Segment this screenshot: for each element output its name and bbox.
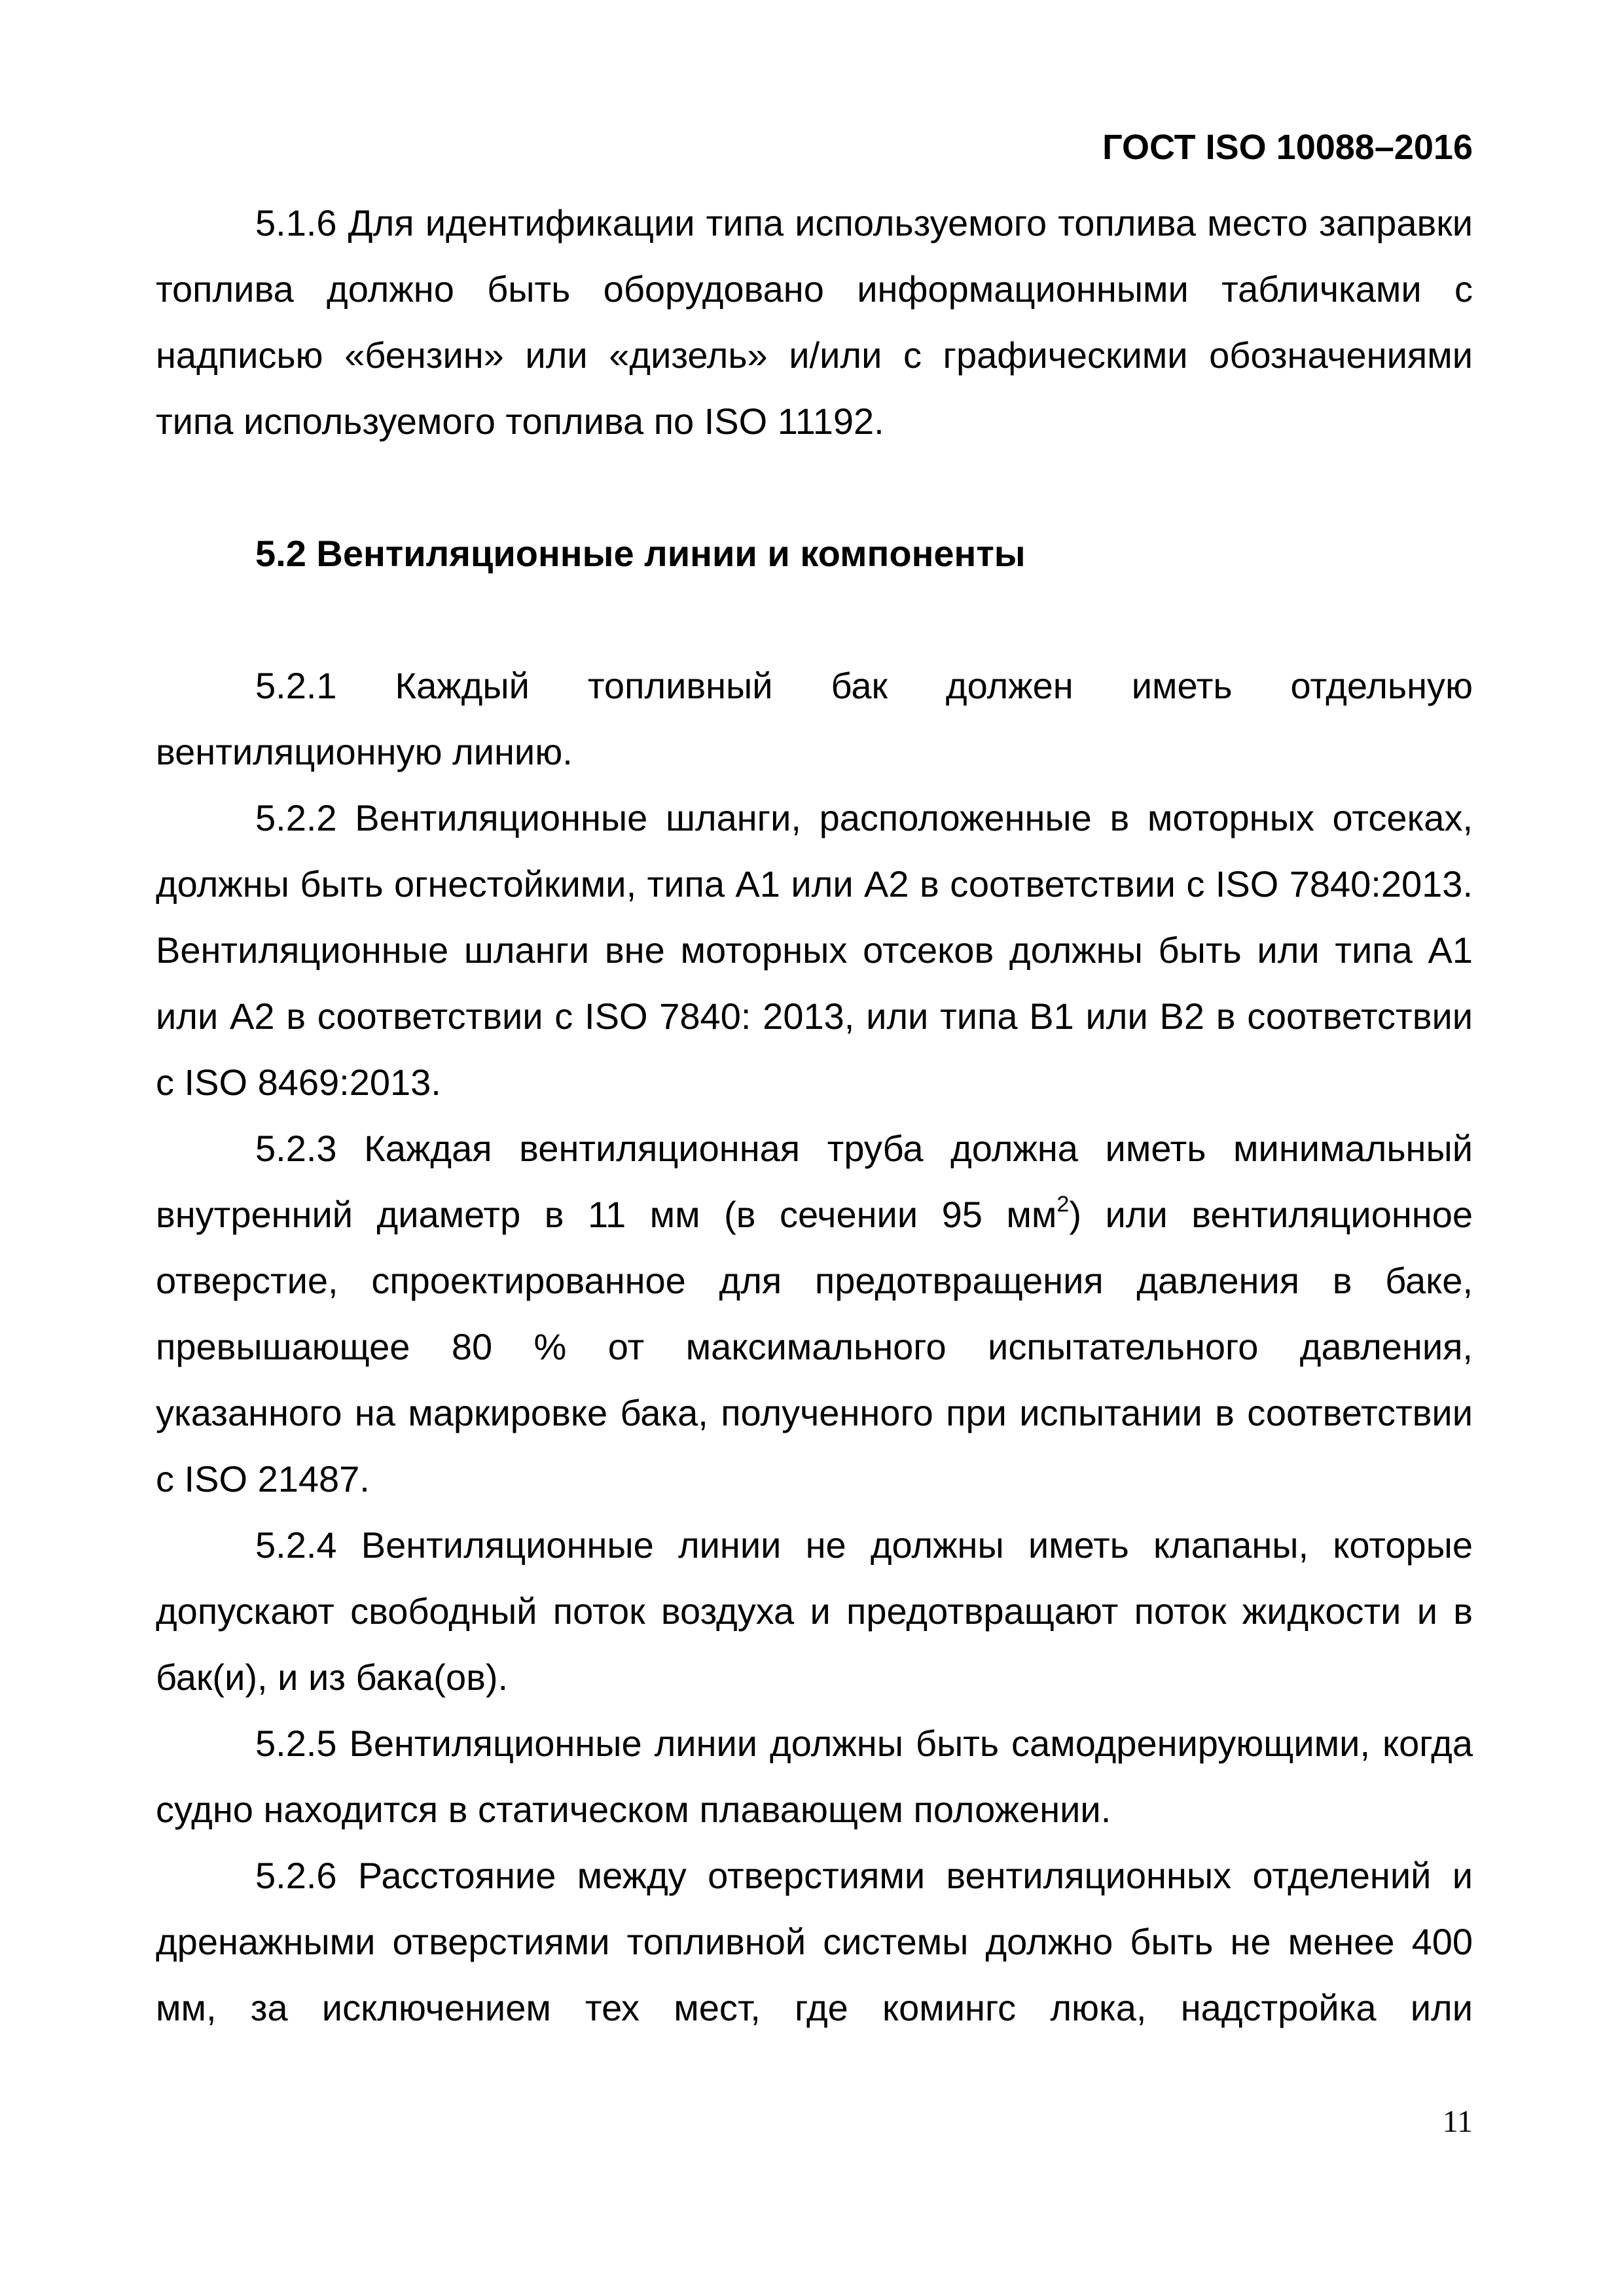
superscript-squared: 2 — [1056, 1192, 1070, 1217]
section-heading-5-2: 5.2 Вентиляционные линии и компоненты — [255, 533, 1026, 574]
paragraph-5-2-1: 5.2.1 Каждый топливный бак должен иметь отдельную вентиляционную линию. — [156, 665, 1473, 772]
paragraph-5-2-5: 5.2.5 Вентиляционные линии должны быть самодренирующими, когда судно находится в статическом плавающем положении. — [156, 1723, 1473, 1830]
paragraph-5-2-4: 5.2.4 Вентиляционные линии не должны иметь клапаны, которые допускают свободный поток воздуха и предотвращают поток жидкости и в бак(и), и из бака(ов). — [156, 1524, 1473, 1698]
paragraph-5-2-3-text-b: ) или вентиляционное отверстие, спроектированное для предотвращения давления в баке, превышающее 80 % от максимального испытательного давления, указанного на маркировке бака, полученного при испытании в соответствии с ISO 21487. — [156, 1194, 1473, 1499]
paragraph-5-2-3 — [156, 1115, 1473, 1512]
page-number: 11 — [1442, 2104, 1473, 2139]
paragraph-5-2-3-text-a: 5.2.3 Каждая вентиляционная труба должна иметь минимальный внутренний диаметр в 11 мм (в сечении 95 мм — [156, 1128, 1473, 1235]
document-body — [156, 190, 1473, 2041]
document-code-header: ГОСТ ISO 10088–2016 — [1102, 128, 1473, 167]
paragraph-5-1-6: 5.1.6 Для идентификации типа используемого топлива место заправки топлива должно быть оборудовано информационными табличками с надписью «бензин» или «дизель» и/или с графическими обозначениями типа используемого топлива по ISO 11192. — [156, 202, 1473, 442]
paragraph-5-2-2: 5.2.2 Вентиляционные шланги, расположенные в моторных отсеках, должны быть огнестойкими, типа А1 или А2 в соответствии с ISO 7840:2013. Вентиляционные шланги вне моторных отсеков должны быть или типа А1 или А2 в соответствии с ISO 7840: 2013, или типа В1 или В2 в соответствии с ISO 8469:2013. — [156, 797, 1473, 1103]
paragraph-5-2-6: 5.2.6 Расстояние между отверстиями вентиляционных отделений и дренажными отверстиями топливной системы должно быть не менее 400 мм, за исключением тех мест, где комингс люка, надстройка или — [156, 1855, 1473, 2028]
